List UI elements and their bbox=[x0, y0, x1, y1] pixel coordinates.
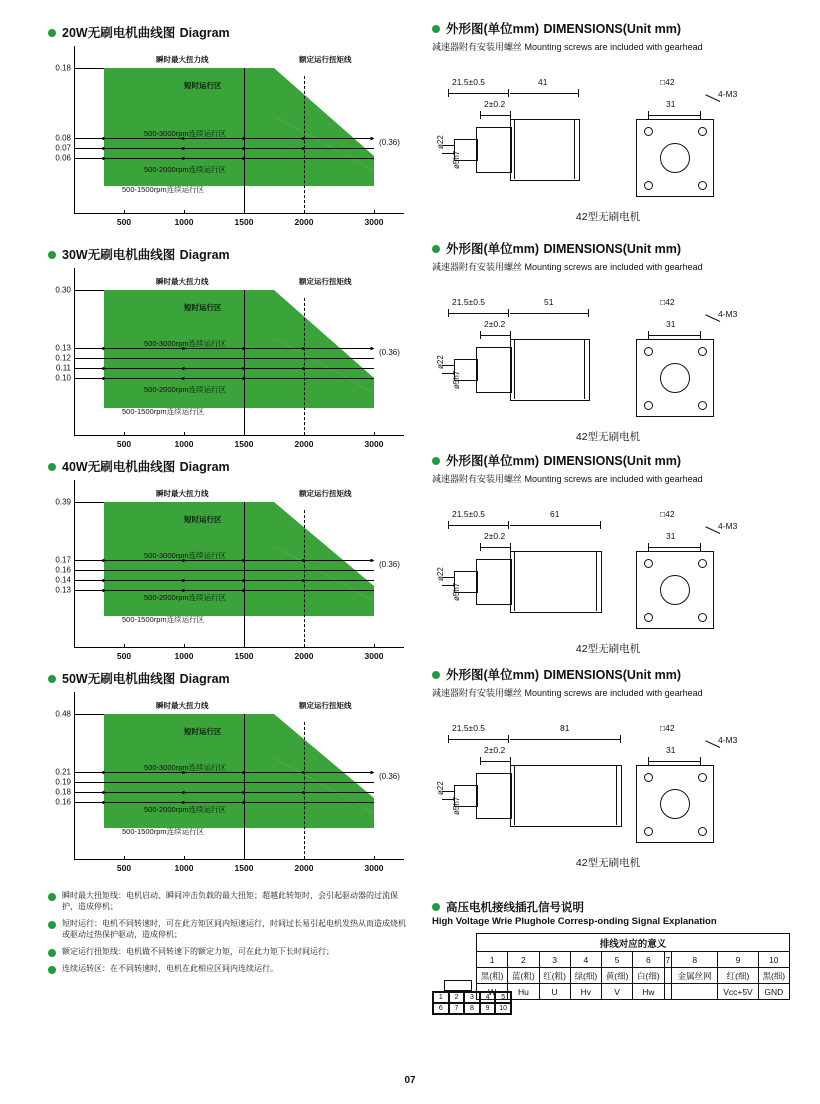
signal-name: W bbox=[477, 984, 508, 1000]
wire-color bbox=[664, 968, 672, 984]
chart-block-30w bbox=[48, 246, 408, 449]
pin-number: 10 bbox=[758, 952, 789, 968]
dimension-title: 外形图(单位mm) DIMENSIONS(Unit mm) bbox=[432, 20, 792, 38]
dimension-drawing: 21.5±0.5 81 2±0.2 ø22 ø5h7 □42 31 4-M3 bbox=[432, 703, 784, 853]
plug-pin: 4 bbox=[480, 992, 496, 1003]
dimension-subtitle: 减速器附有安装用螺丝 Mounting screws are included with gearhead bbox=[432, 42, 703, 52]
bullet-icon bbox=[48, 893, 56, 901]
plug-pin: 5 bbox=[495, 992, 511, 1003]
dimension-subtitle: 减速器附有安装用螺丝 Mounting screws are included with gearhead bbox=[432, 474, 703, 484]
chart-title-20w: 20W无刷电机曲线图 Diagram bbox=[48, 24, 408, 42]
signal-name bbox=[672, 984, 718, 1000]
pin-number: 1 bbox=[477, 952, 508, 968]
signal-name: Hu bbox=[508, 984, 539, 1000]
dimension-block-51 bbox=[432, 240, 792, 444]
dimension-block-81 bbox=[432, 666, 792, 870]
table-row bbox=[477, 968, 790, 984]
bullet-icon bbox=[48, 949, 56, 957]
pin-number: 5 bbox=[602, 952, 633, 968]
plug-pin: 8 bbox=[464, 1003, 480, 1014]
bullet-icon bbox=[48, 251, 56, 259]
dimension-drawing: 21.5±0.5 61 2±0.2 ø22 ø5h7 □42 31 4-M3 bbox=[432, 489, 784, 639]
bullet-icon bbox=[432, 245, 440, 253]
plug-top bbox=[444, 980, 472, 991]
chart-block-40w bbox=[48, 458, 408, 661]
bullet-icon bbox=[432, 671, 440, 679]
chart-title-50w: 50W无刷电机曲线图 Diagram bbox=[48, 670, 408, 688]
dimension-caption: 42型无刷电机 bbox=[575, 857, 641, 869]
chart-title-40w: 40W无刷电机曲线图 Diagram bbox=[48, 458, 408, 476]
bullet-icon bbox=[48, 29, 56, 37]
pin-number: 6 bbox=[633, 952, 664, 968]
signal-name: Hw bbox=[633, 984, 664, 1000]
y-axis bbox=[74, 268, 75, 436]
chart-area-50w: 0.48 0.21 0.19 0.18 0.16 500 1000 1500 2000 3000 瞬时最大扭力线 额定运行扭矩线 短时运行区 500-3000rpm连续运行区 500-2000rpm连续运行区 500-1500rpm连续运行区 (0.36) bbox=[74, 692, 404, 860]
wire-color: 金属丝网 bbox=[672, 968, 718, 984]
footnote-item: 额定运行扭矩线：电机做不同转速下的额定力矩，可在此力矩下长时间运行； bbox=[48, 946, 408, 957]
y-axis bbox=[74, 480, 75, 648]
chart-area-20w: 0.18 0.08 0.07 0.06 500 1000 1500 2000 3000 瞬时最大扭力线 额定运行扭矩线 短时运行区 500-3000rpm连续运行区 500-2000rpm连续运行区 500-1500rpm连续运行区 (0.36) bbox=[74, 46, 404, 214]
plug-pin: 2 bbox=[449, 992, 465, 1003]
chart-block-50w bbox=[48, 670, 408, 873]
dimension-subtitle: 减速器附有安装用螺丝 Mounting screws are included with gearhead bbox=[432, 688, 703, 698]
dimension-subtitle: 减速器附有安装用螺丝 Mounting screws are included with gearhead bbox=[432, 262, 703, 272]
wire-color: 白(细) bbox=[633, 968, 664, 984]
dimension-drawing: 21.5±0.5 51 2±0.2 ø22 ø5h7 □42 31 4-M3 bbox=[432, 277, 784, 427]
wire-color: 绿(细) bbox=[570, 968, 601, 984]
bullet-icon bbox=[48, 966, 56, 974]
pin-number: 3 bbox=[539, 952, 570, 968]
wire-color: 黄(细) bbox=[602, 968, 633, 984]
bullet-icon bbox=[48, 463, 56, 471]
signal-name: U bbox=[539, 984, 570, 1000]
dimension-caption: 42型无刷电机 bbox=[575, 643, 641, 655]
wire-color: 红(细) bbox=[718, 968, 758, 984]
dimension-block-41 bbox=[432, 20, 792, 224]
signal-table-title: 排线对应的意义 bbox=[477, 934, 790, 952]
y-axis bbox=[74, 46, 75, 214]
plug-pin: 6 bbox=[433, 1003, 449, 1014]
plug-pin: 1 bbox=[433, 992, 449, 1003]
page-number: 07 bbox=[404, 1075, 416, 1086]
y-axis bbox=[74, 692, 75, 860]
chart-block-20w bbox=[48, 24, 408, 227]
plug-pin: 7 bbox=[449, 1003, 465, 1014]
signal-title-cn: 高压电机接线插孔信号说明 bbox=[432, 898, 790, 916]
bullet-icon bbox=[432, 25, 440, 33]
dimension-title: 外形图(单位mm) DIMENSIONS(Unit mm) bbox=[432, 452, 792, 470]
pin-number: 9 bbox=[718, 952, 758, 968]
dimension-block-61 bbox=[432, 452, 792, 656]
plug-pin: 10 bbox=[495, 1003, 511, 1014]
dimension-caption: 42型无刷电机 bbox=[575, 211, 641, 223]
bullet-icon bbox=[48, 675, 56, 683]
signal-name: Vcc+5V bbox=[718, 984, 758, 1000]
signal-name: GND bbox=[758, 984, 789, 1000]
plug-pin: 3 bbox=[464, 992, 480, 1003]
wire-color: 黑(细) bbox=[758, 968, 789, 984]
bullet-icon bbox=[432, 457, 440, 465]
table-row bbox=[477, 984, 790, 1000]
wire-color: 蓝(粗) bbox=[508, 968, 539, 984]
pin-number: 8 bbox=[672, 952, 718, 968]
pin-number: 2 bbox=[508, 952, 539, 968]
dimension-caption: 42型无刷电机 bbox=[575, 431, 641, 443]
plug-row-bottom bbox=[433, 1003, 511, 1014]
footnote-item: 短时运行：电机不同转速时，可在此方矩区间内短速运行，时间过长易引起电机发热从而造成烧机或驱动过热保护驱动，造成停机； bbox=[48, 918, 408, 940]
plug-diagram bbox=[432, 980, 522, 1015]
signal-name: V bbox=[602, 984, 633, 1000]
signal-table bbox=[476, 933, 790, 1000]
plug-body bbox=[432, 991, 512, 1015]
chart-area-40w: 0.39 0.17 0.16 0.14 0.13 500 1000 1500 2000 3000 瞬时最大扭力线 额定运行扭矩线 短时运行区 500-3000rpm连续运行区 500-2000rpm连续运行区 500-1500rpm连续运行区 (0.36) bbox=[74, 480, 404, 648]
chart-area-30w: 0.30 0.13 0.12 0.11 0.10 500 1000 1500 2000 3000 瞬时最大扭力线 额定运行扭矩线 短时运行区 500-3000rpm连续运行区 500-2000rpm连续运行区 500-1500rpm连续运行区 (0.36) bbox=[74, 268, 404, 436]
bullet-icon bbox=[432, 903, 440, 911]
table-row bbox=[477, 952, 790, 968]
pin-number: 4 bbox=[570, 952, 601, 968]
plug-pin: 9 bbox=[480, 1003, 496, 1014]
signal-title-en: High Voltage Wrie Plughole Corresp-onding Signal Explanation bbox=[432, 916, 717, 927]
signal-name: Hv bbox=[570, 984, 601, 1000]
footnote-item: 瞬时最大扭矩线：电机启动、瞬间冲击负载的最大扭矩；超越此转矩时，会引起驱动器的过流保护，造成停机； bbox=[48, 890, 408, 912]
signal-name bbox=[664, 984, 672, 1000]
plug-row-top bbox=[433, 992, 511, 1003]
dimension-title: 外形图(单位mm) DIMENSIONS(Unit mm) bbox=[432, 240, 792, 258]
dimension-drawing: 21.5±0.5 41 2±0.2 ø22 ø5h7 □42 31 4-M3 bbox=[432, 57, 784, 207]
footnote-item: 连续运转区：在不同转速时，电机在此相应区间内连续运行。 bbox=[48, 963, 408, 974]
wire-color: 红(粗) bbox=[539, 968, 570, 984]
bullet-icon bbox=[48, 921, 56, 929]
footnotes-list bbox=[48, 890, 408, 980]
chart-title-30w: 30W无刷电机曲线图 Diagram bbox=[48, 246, 408, 264]
wire-color: 黑(粗) bbox=[477, 968, 508, 984]
dimension-title: 外形图(单位mm) DIMENSIONS(Unit mm) bbox=[432, 666, 792, 684]
pin-number: 7 bbox=[664, 952, 672, 968]
table-row bbox=[477, 934, 790, 952]
